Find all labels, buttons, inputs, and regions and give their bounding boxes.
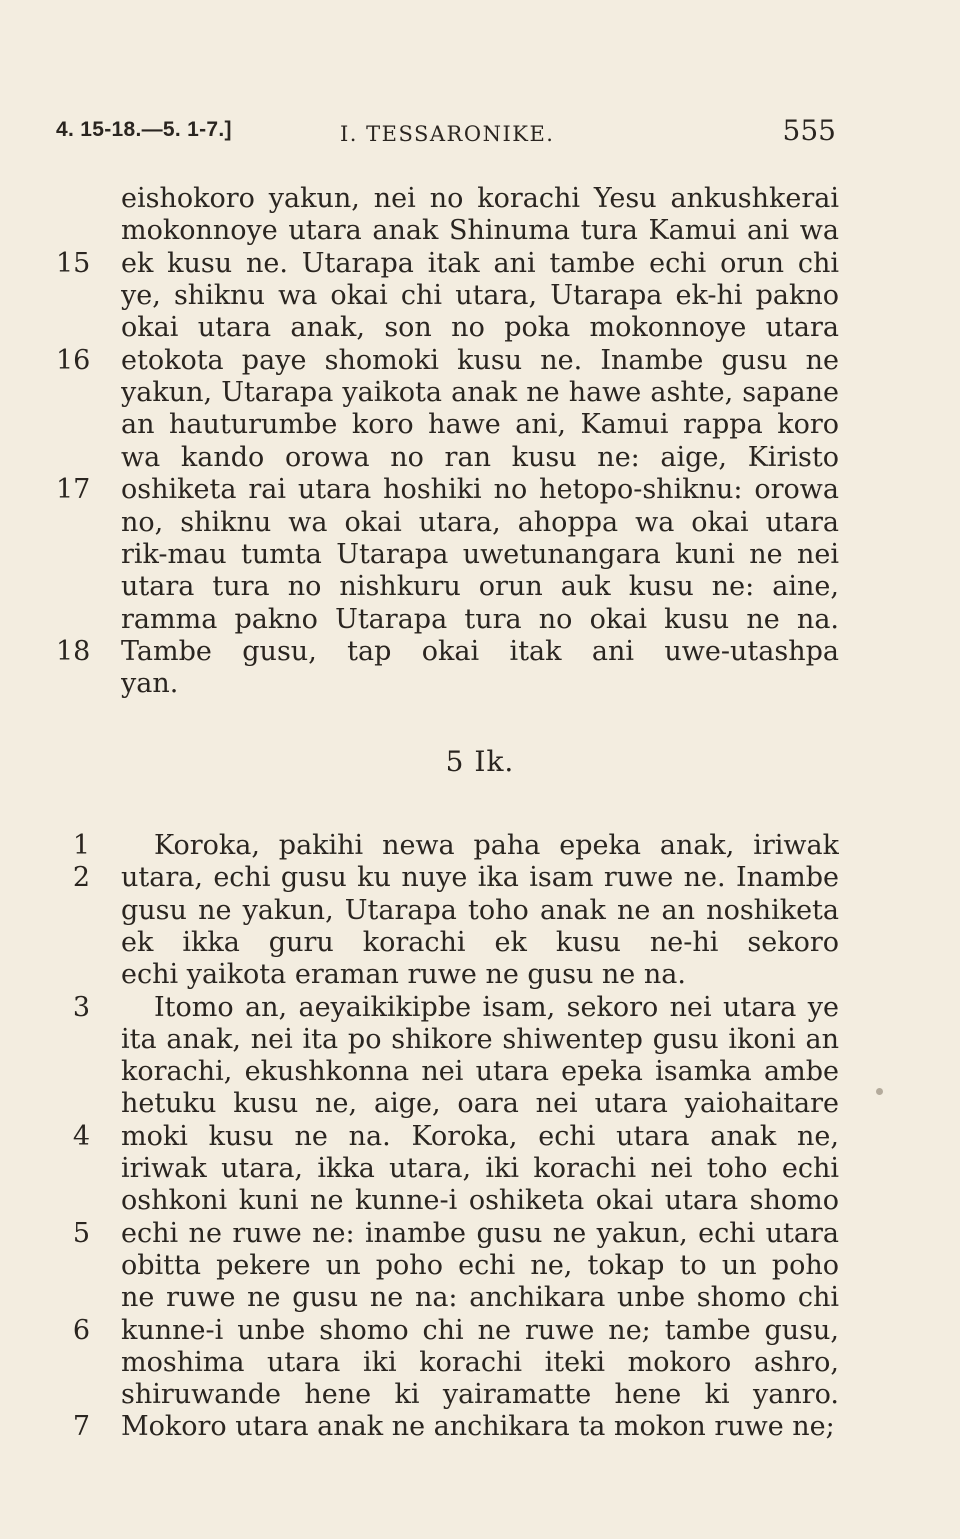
line-text: Koroka, pakihi newa paha epeka anak, iriwak	[154, 830, 839, 861]
verse-number: 7	[72, 1411, 90, 1443]
header-book-title: I. TESSARONIKE.	[340, 122, 555, 146]
line-text: kunne-i unbe shomo chi ne ruwe ne; tambe gusu,	[121, 1314, 839, 1346]
paper-speck	[876, 1088, 883, 1095]
verse-number: 17	[56, 474, 91, 506]
line-text: okai utara anak, son no poka mokonnoye utara	[121, 312, 839, 344]
text-line	[0, 312, 960, 345]
text-line	[0, 539, 960, 572]
text-line	[0, 183, 960, 216]
text-line	[0, 992, 960, 1025]
text-line	[0, 1153, 960, 1186]
running-header	[0, 112, 960, 152]
line-text: etokota paye shomoki kusu ne. Inambe gusu ne	[121, 344, 839, 376]
text-line	[0, 604, 960, 637]
line-text: shiruwande hene ki yairamatte hene ki yanro.	[121, 1379, 839, 1411]
line-text: ne ruwe ne gusu ne na: anchikara unbe shomo chi	[121, 1282, 839, 1314]
text-line	[0, 409, 960, 442]
verse-number: 4	[72, 1120, 90, 1152]
line-text: oshkoni kuni ne kunne-i oshiketa okai utara shomo	[121, 1185, 839, 1217]
text-line	[0, 474, 960, 507]
text-line	[0, 1088, 960, 1121]
verse-number: 16	[56, 344, 91, 376]
line-text: eishokoro yakun, nei no korachi Yesu ankushkerai	[121, 183, 839, 214]
line-text: ramma pakno Utarapa tura no okai kusu ne na.	[121, 603, 839, 635]
verse-number: 18	[56, 635, 91, 667]
text-line	[0, 862, 960, 895]
text-line	[0, 830, 960, 863]
text-line	[0, 1218, 960, 1251]
header-reference: 4. 15-18.—5. 1-7.]	[56, 118, 232, 141]
line-text: gusu ne yakun, Utarapa toho anak ne an noshiketa	[121, 894, 839, 926]
line-text: yakun, Utarapa yaikota anak ne hawe ashte, sapane	[121, 377, 839, 409]
verse-number: 2	[72, 862, 90, 894]
text-line	[0, 1024, 960, 1057]
verse-number: 15	[56, 247, 91, 279]
line-text: ita anak, nei ita po shikore shiwentep gusu ikoni an	[121, 1023, 839, 1055]
line-text: Itomo an, aeyaikikipbe isam, sekoro nei utara ye	[154, 991, 839, 1023]
text-line	[0, 1185, 960, 1218]
verse-number: 6	[72, 1314, 90, 1346]
text-line	[0, 636, 960, 669]
line-text: utara, echi gusu ku nuye ika isam ruwe ne. Inambe	[121, 862, 839, 894]
text-line	[0, 1056, 960, 1089]
line-text: yan.	[121, 668, 179, 700]
verse-number: 5	[72, 1217, 90, 1249]
line-text: iriwak utara, ikka utara, iki korachi nei toho echi	[121, 1153, 839, 1184]
chapter-heading: 5 Ik.	[445, 745, 515, 778]
page-number: 555	[782, 114, 836, 147]
line-text: ek kusu ne. Utarapa itak ani tambe echi orun chi	[121, 247, 839, 279]
line-text: wa kando orowa no ran kusu ne: aige, Kiristo	[121, 441, 839, 473]
line-text: mokonnoye utara anak Shinuma tura Kamui ani wa	[121, 215, 839, 247]
text-line	[0, 571, 960, 604]
line-text: Mokoro utara anak ne anchikara ta mokon ruwe ne;	[121, 1411, 835, 1443]
text-line	[0, 280, 960, 313]
text-line	[0, 1121, 960, 1154]
line-text: moshima utara iki korachi iteki mokoro ashro,	[121, 1346, 839, 1378]
line-text: moki kusu ne na. Koroka, echi utara anak ne,	[121, 1120, 839, 1152]
text-line	[0, 1250, 960, 1283]
line-text: echi yaikota eraman ruwe ne gusu ne na.	[121, 959, 686, 991]
line-text: korachi, ekushkonna nei utara epeka isamka ambe	[121, 1056, 839, 1088]
text-line	[0, 1379, 960, 1412]
text-line	[0, 895, 960, 928]
line-text: ek ikka guru korachi ek kusu ne-hi sekoro	[121, 926, 839, 958]
line-text: ye, shiknu wa okai chi utara, Utarapa ek-hi pakno	[121, 280, 839, 312]
line-text: utara tura no nishkuru orun auk kusu ne: aine,	[121, 571, 839, 603]
verse-number: 1	[72, 830, 90, 861]
line-text: obitta pekere un poho echi ne, tokap to un poho	[121, 1249, 839, 1281]
text-line	[0, 668, 960, 701]
line-text: no, shiknu wa okai utara, ahoppa wa okai utara	[121, 506, 839, 538]
text-line	[0, 442, 960, 475]
line-text: rik-mau tumta Utarapa uwetunangara kuni ne nei	[121, 538, 839, 570]
text-line	[0, 248, 960, 281]
text-line	[0, 1411, 960, 1444]
line-text: hetuku kusu ne, aige, oara nei utara yaiohaitare	[121, 1088, 839, 1120]
verse-number: 3	[72, 991, 90, 1023]
text-line	[0, 215, 960, 248]
text-line	[0, 927, 960, 960]
text-line	[0, 1282, 960, 1315]
text-line	[0, 507, 960, 540]
line-text: echi ne ruwe ne: inambe gusu ne yakun, echi utara	[121, 1217, 839, 1249]
text-line	[0, 345, 960, 378]
text-line	[0, 1347, 960, 1380]
line-text: oshiketa rai utara hoshiki no hetopo-shiknu: orowa	[121, 474, 839, 506]
text-line	[0, 959, 960, 992]
line-text: Tambe gusu, tap okai itak ani uwe-utashpa	[121, 635, 839, 667]
text-line	[0, 1315, 960, 1348]
line-text: an hauturumbe koro hawe ani, Kamui rappa koro	[121, 409, 839, 441]
text-line	[0, 377, 960, 410]
